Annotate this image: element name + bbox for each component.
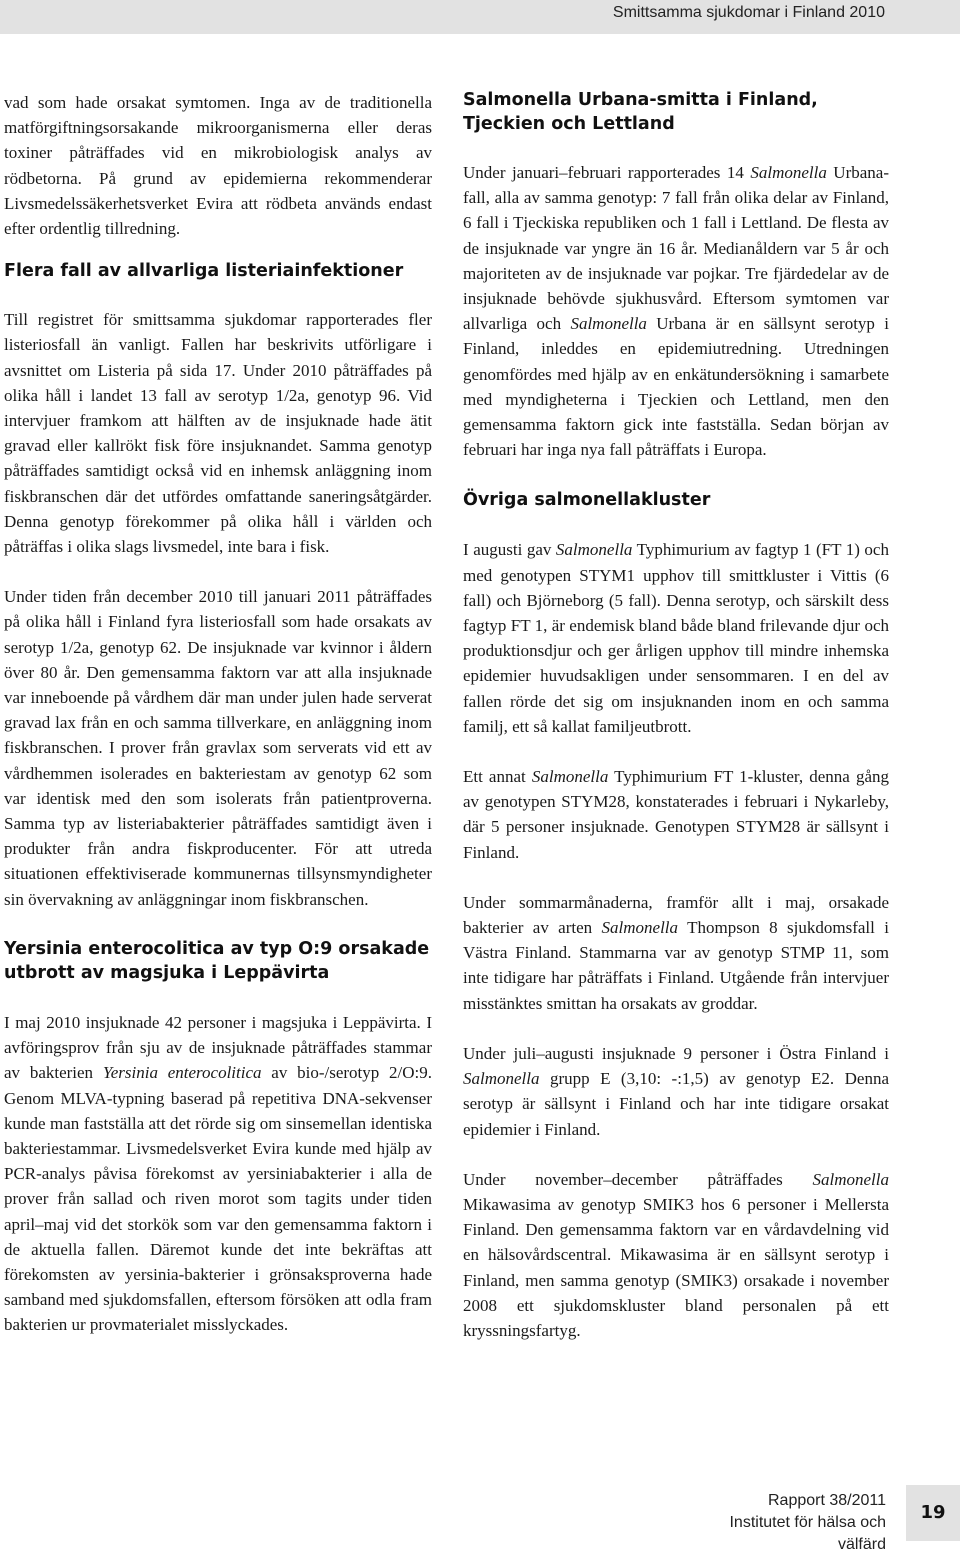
report-number: Rapport 38/2011: [767, 1492, 886, 1509]
text-run: Under juli–augusti insjuknade 9 personer i Östra Finland i: [463, 1043, 889, 1063]
text-run: Under sommarmånaderna, framför allt i maj, orsakade bakterier av arten: [463, 892, 889, 938]
listeria-paragraph-2: Under tiden från december 2010 till januari 2011 påträffades på olika håll i Finland fyra listeriosfall som hade orsakats av serotyp 1/2a, genotyp 62. De insjuknade var kvinnor i åldern över 80 år. Den gemensamma faktorn var att alla insjuknade var inneboende på vårdhem där man under julen hade serverat gravad lax från en och samma tillverkare, en anläggning inom fiskbranschen. I prover från gravlax som serverats vid ett av vårdhemmen isolerades en bakteriestam av genotyp 62 som var identisk med den som isolerats från patientproverna. Samma typ av listeriabakterier påträffades samtidigt även i produkter från andra fiskproducenter. För att utreda situationen effektiviserade kommunernas tillsynsmyndigheter sin övervakning av anläggningar inom fiskbranschen.: [4, 587, 432, 909]
running-title: Smittsamma sjukdomar i Finland 2010: [612, 4, 885, 21]
species-name: Yersinia enterocolitica: [102, 1063, 262, 1083]
species-name: Salmonella: [601, 918, 679, 938]
species-name: Salmonella: [555, 540, 633, 560]
right-column: [463, 88, 889, 1343]
text-run: Ett annat: [463, 767, 532, 787]
listeria-paragraph-1: Till registret för smittsamma sjukdomar rapporterades fler listeriosfall än vanligt. Fallen har beskrivits utförligare i avsnittet om Listeria på sida 17. Under 2010 påträffades på olika håll i landet 13 fall av serotyp 1/2a, genotyp 96. Vid intervjuer framkom att hälften av de insjuknade hade ätit gravad eller kallrökt fisk före insjuknandet. Samma genotyp påträffades samtidigt också vid en inhemsk anläggning inom fiskbranschen där det utfördes omfattande saneringsåtgärder. Denna genotyp förekommer på olika håll i världen och påträffas i olika slags livsmedel, inte bara i fisk.: [4, 310, 432, 557]
intro-paragraph: vad som hade orsakat symtomen. Inga av de traditionella matförgiftningsorsakande mikroorganismerna eller deras toxiner påträffades vid en mikrobiologisk analys av rödbetorna. På grund av epidemierna rekommenderar Livsmedelssäkerhetsverket Evira att rödbeta används endast efter ordentlig tillredning.: [4, 93, 432, 239]
text-run: Mikawasima av genotyp SMIK3 hos 6 personer i Mellersta Finland. Den gemensamma faktorn var en vårdavdelning vid en hälsovårdscentral. Mikawasima är en sällsynt serotyp i Finland, men samma genotyp (SMIK3) orsakade i november 2008 ett sjukdomskluster bland personalen på ett kryssningsfartyg.: [463, 1194, 889, 1340]
institute-name: Institutet för hälsa och välfärd: [729, 1514, 886, 1553]
ovriga-salmonellakluster-heading: Övriga salmonellakluster: [463, 490, 711, 511]
species-name: Salmonella: [463, 1069, 540, 1089]
page-number: 19: [906, 1485, 960, 1541]
species-name: Salmonella: [570, 314, 647, 334]
text-run: Urbana-fall, alla av samma genotyp: 7 fall från olika delar av Finland, 6 fall i Tjeckiska republiken och 1 fall i Lettland. De flesta av de insjuknade var yngre än 16 år. Medianåldern var 5 år och majoriteten av de insjuknade var pojkar. Tre fjärdedelar av de insjuknade behövde sjukhusvård. Eftersom symtomen var allvarliga och: [463, 163, 889, 334]
text-run: I maj 2010 insjuknade 42 personer i magsjuka i Leppävirta. I avföringsprov från sju av de insjuknade påträffades stammar av bakterien: [4, 1012, 432, 1083]
salmonella-urbana-paragraph: [463, 160, 889, 462]
ovriga-paragraph-5: [463, 1167, 889, 1343]
listeria-heading: Flera fall av allvarliga listeriainfektioner: [4, 261, 404, 282]
text-run: Urbana är en sällsynt serotyp i Finland, inleddes en epidemiutredning. Utredningen genomfördes med hjälp av en enkätundersökning i samarbete med myndigheterna i Tjeckien och Lettland, men den gemensamma faktorn gick inte fastställa. Sedan början av februari har inga nya fall påträffats i Europa.: [463, 314, 889, 460]
text-run: I augusti gav: [463, 540, 556, 560]
ovriga-paragraph-4: [463, 1041, 889, 1142]
text-run: Typhimurium av fagtyp 1 (FT 1) och med genotypen STYM1 upphov till smittkluster i Vittis (6 fall) och Björneborg (5 fall). Denna serotyp, och särskilt dess fagtyp FT 1, är endemisk bland både bland frilevande djur och produktionsdjur och ger årligen upphov till mindre inhemska epidemier huvudsakligen under sensommaren. I en del av fallen rörde det sig om insjuknanden inom en och samma familj, ett så kallat familjeutbrott.: [463, 540, 889, 736]
species-name: Salmonella: [750, 163, 827, 182]
species-name: Salmonella: [812, 1169, 889, 1189]
text-run: av bio-/serotyp 2/O:9. Genom MLVA-typning baserad på repetitiva DNA-sekvenser kunde man fastställa att det rörde sig om sinsemellan identiska bakteriestammar. Livsmedelsverket Evira kunde med hjälp av PCR-analys påvisa förekomst av yersiniabakterier i alla de prover från sallad och riven morot som tagits under tiden april–maj vid det storkök som var den gemensamma faktorn i de aktuella fallen. Däremot kunde det inte bekräftas att förekomsten av yersinia-bakterier i grönsaksproverna hade samband med sjukdomsfallen, eftersom försöken att odla fram bakterien ur provmaterialet misslyckades.: [4, 1063, 432, 1335]
species-name: Salmonella: [531, 767, 609, 787]
running-header: [0, 0, 960, 34]
footer-report-info: [700, 1490, 886, 1556]
ovriga-paragraph-3: [463, 890, 889, 1016]
yersinia-paragraph: [4, 1010, 432, 1338]
text-run: Thompson 8 sjukdomsfall i Västra Finland. Stammarna var av genotyp STMP 11, som inte tidigare har påträffats i Finland. Utgående från intervjuer misstänktes smittan ha orsakats av groddar.: [463, 918, 889, 1013]
salmonella-urbana-heading: Salmonella Urbana-smitta i Finland, Tjeckien och Lettland: [463, 90, 818, 134]
text-run: Typhimurium FT 1-kluster, denna gång av genotypen STYM28, konstaterades i februari i Nykarleby, där 5 personer insjuknade. Genotypen STYM28 är sällsynt i Finland.: [463, 767, 889, 862]
ovriga-paragraph-2: [463, 764, 889, 865]
text-run: grupp E (3,10: -:1,5) av genotyp E2. Denna serotyp är sällsynt i Finland och har inte tidigare orsakat epidemier i Finland.: [463, 1069, 889, 1139]
text-run: Under januari–februari rapporterades 14: [463, 163, 751, 182]
yersinia-heading: Yersinia enterocolitica av typ O:9 orsakade utbrott av magsjuka i Leppävirta: [4, 938, 430, 983]
text-run: Under november–december påträffades: [463, 1169, 813, 1189]
left-column: [4, 90, 432, 1338]
ovriga-paragraph-1: [463, 537, 889, 739]
